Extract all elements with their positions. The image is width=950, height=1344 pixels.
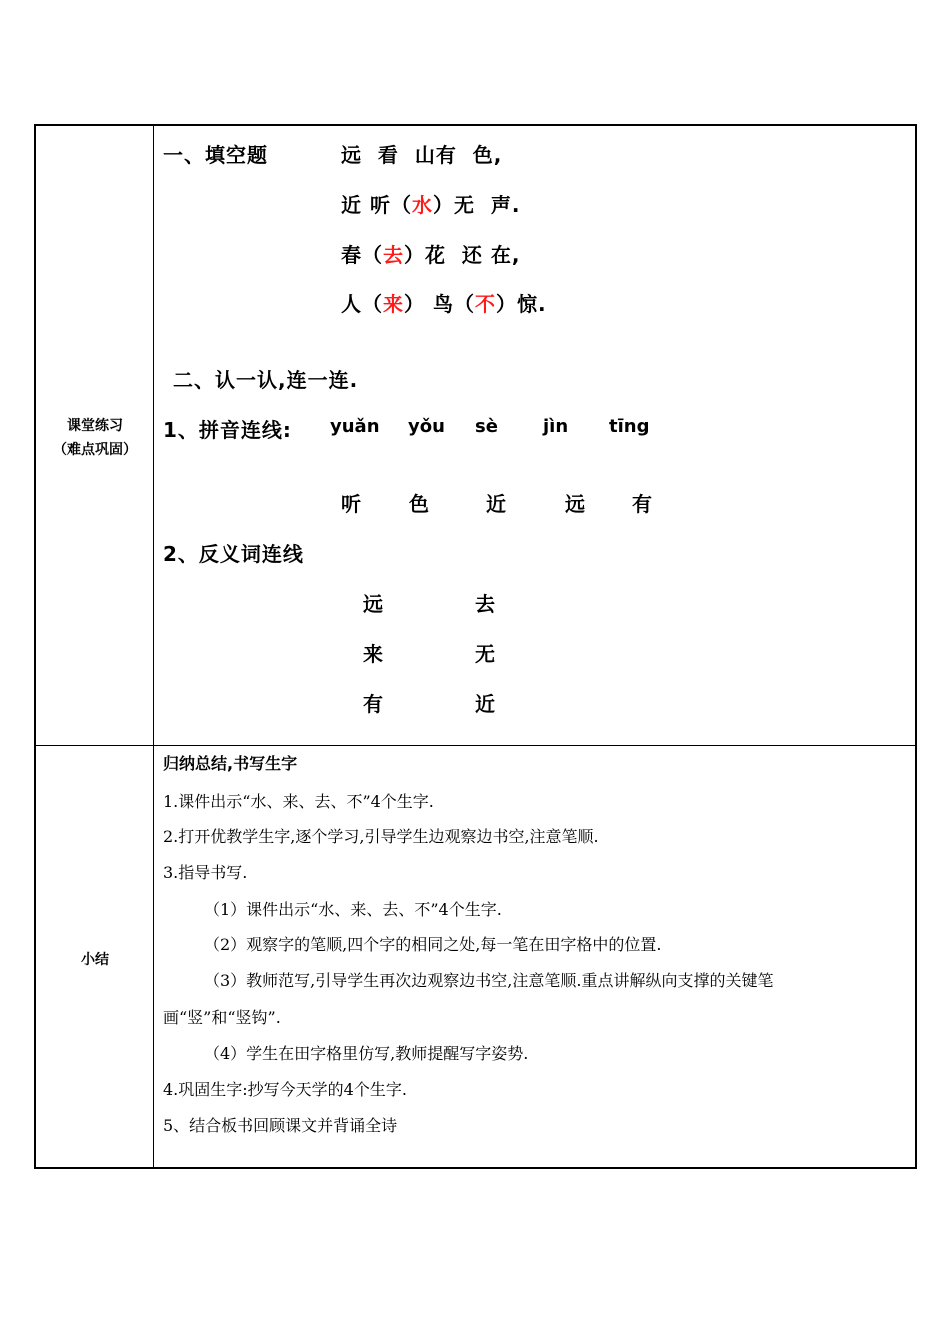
summary-item: （4）学生在田字格里仿写,教师提醒写字姿势. xyxy=(204,1044,529,1063)
poem-text: 春（ xyxy=(341,243,383,267)
antonym-left: 有 xyxy=(363,692,384,716)
row2-label: 小结 xyxy=(81,952,109,968)
poem-line-2 xyxy=(341,189,521,218)
row1-label-line2: （难点巩固） xyxy=(53,442,137,458)
pinyin-item: yǒu xyxy=(408,416,445,437)
poem-text: ）无 声. xyxy=(432,193,521,217)
summary-item: 3.指导书写. xyxy=(163,863,248,882)
answer-blank: 不 xyxy=(474,292,496,316)
poem-line-1: 远 看 山有 色, xyxy=(341,143,503,167)
match-char: 近 xyxy=(486,492,507,516)
summary-item: （1）课件出示“水、来、去、不”4个生字. xyxy=(204,900,502,919)
summary-item: 画“竖”和“竖钩”. xyxy=(163,1008,281,1027)
pinyin-title: 1、拼音连线: xyxy=(163,418,292,442)
poem-text: 人（ xyxy=(341,292,383,316)
summary-item: 1.课件出示“水、来、去、不”4个生字. xyxy=(163,792,434,811)
poem-text: ）惊. xyxy=(495,292,547,316)
answer-blank: 去 xyxy=(383,243,404,267)
poem-line-3 xyxy=(341,239,521,268)
poem-text: ）花 还 在, xyxy=(404,243,521,267)
answer-blank: 水 xyxy=(411,193,433,217)
answer-blank: 来 xyxy=(383,292,404,316)
pinyin-item: tīng xyxy=(609,416,650,437)
poem-text: 近 听（ xyxy=(341,193,412,217)
match-char: 色 xyxy=(409,492,430,516)
match-char: 远 xyxy=(565,492,586,516)
antonym-title: 2、反义词连线 xyxy=(163,542,304,566)
row1-label-line1: 课堂练习 xyxy=(67,418,123,434)
summary-item: 2.打开优教学生字,逐个学习,引导学生边观察边书空,注意笔顺. xyxy=(163,827,599,846)
antonym-right: 去 xyxy=(475,592,496,616)
summary-item: 4.巩固生字:抄写今天学的4个生字. xyxy=(163,1080,407,1099)
fill-blank-heading: 一、填空题 xyxy=(163,143,268,167)
summary-item: 5、结合板书回顾课文并背诵全诗 xyxy=(163,1116,398,1135)
antonym-right: 近 xyxy=(475,692,496,716)
summary-heading: 归纳总结,书写生字 xyxy=(163,754,298,773)
match-char: 听 xyxy=(341,492,362,516)
poem-text: ） 鸟（ xyxy=(404,292,475,316)
poem-line-4 xyxy=(341,288,547,317)
match-heading: 二、认一认,连一连. xyxy=(173,368,359,392)
pinyin-item: jìn xyxy=(543,416,569,437)
pinyin-item: yuǎn xyxy=(330,416,380,437)
pinyin-item: sè xyxy=(475,416,498,437)
summary-item: （3）教师范写,引导学生再次边观察边书空,注意笔顺.重点讲解纵向支撑的关键笔 xyxy=(204,971,774,990)
row1-label xyxy=(36,414,154,462)
antonym-right: 无 xyxy=(475,642,496,666)
summary-item: （2）观察字的笔顺,四个字的相同之处,每一笔在田字格中的位置. xyxy=(204,935,662,954)
row-divider xyxy=(34,745,917,746)
column-divider xyxy=(153,124,154,1169)
antonym-left: 远 xyxy=(363,592,384,616)
antonym-left: 来 xyxy=(363,642,384,666)
match-char: 有 xyxy=(632,492,653,516)
